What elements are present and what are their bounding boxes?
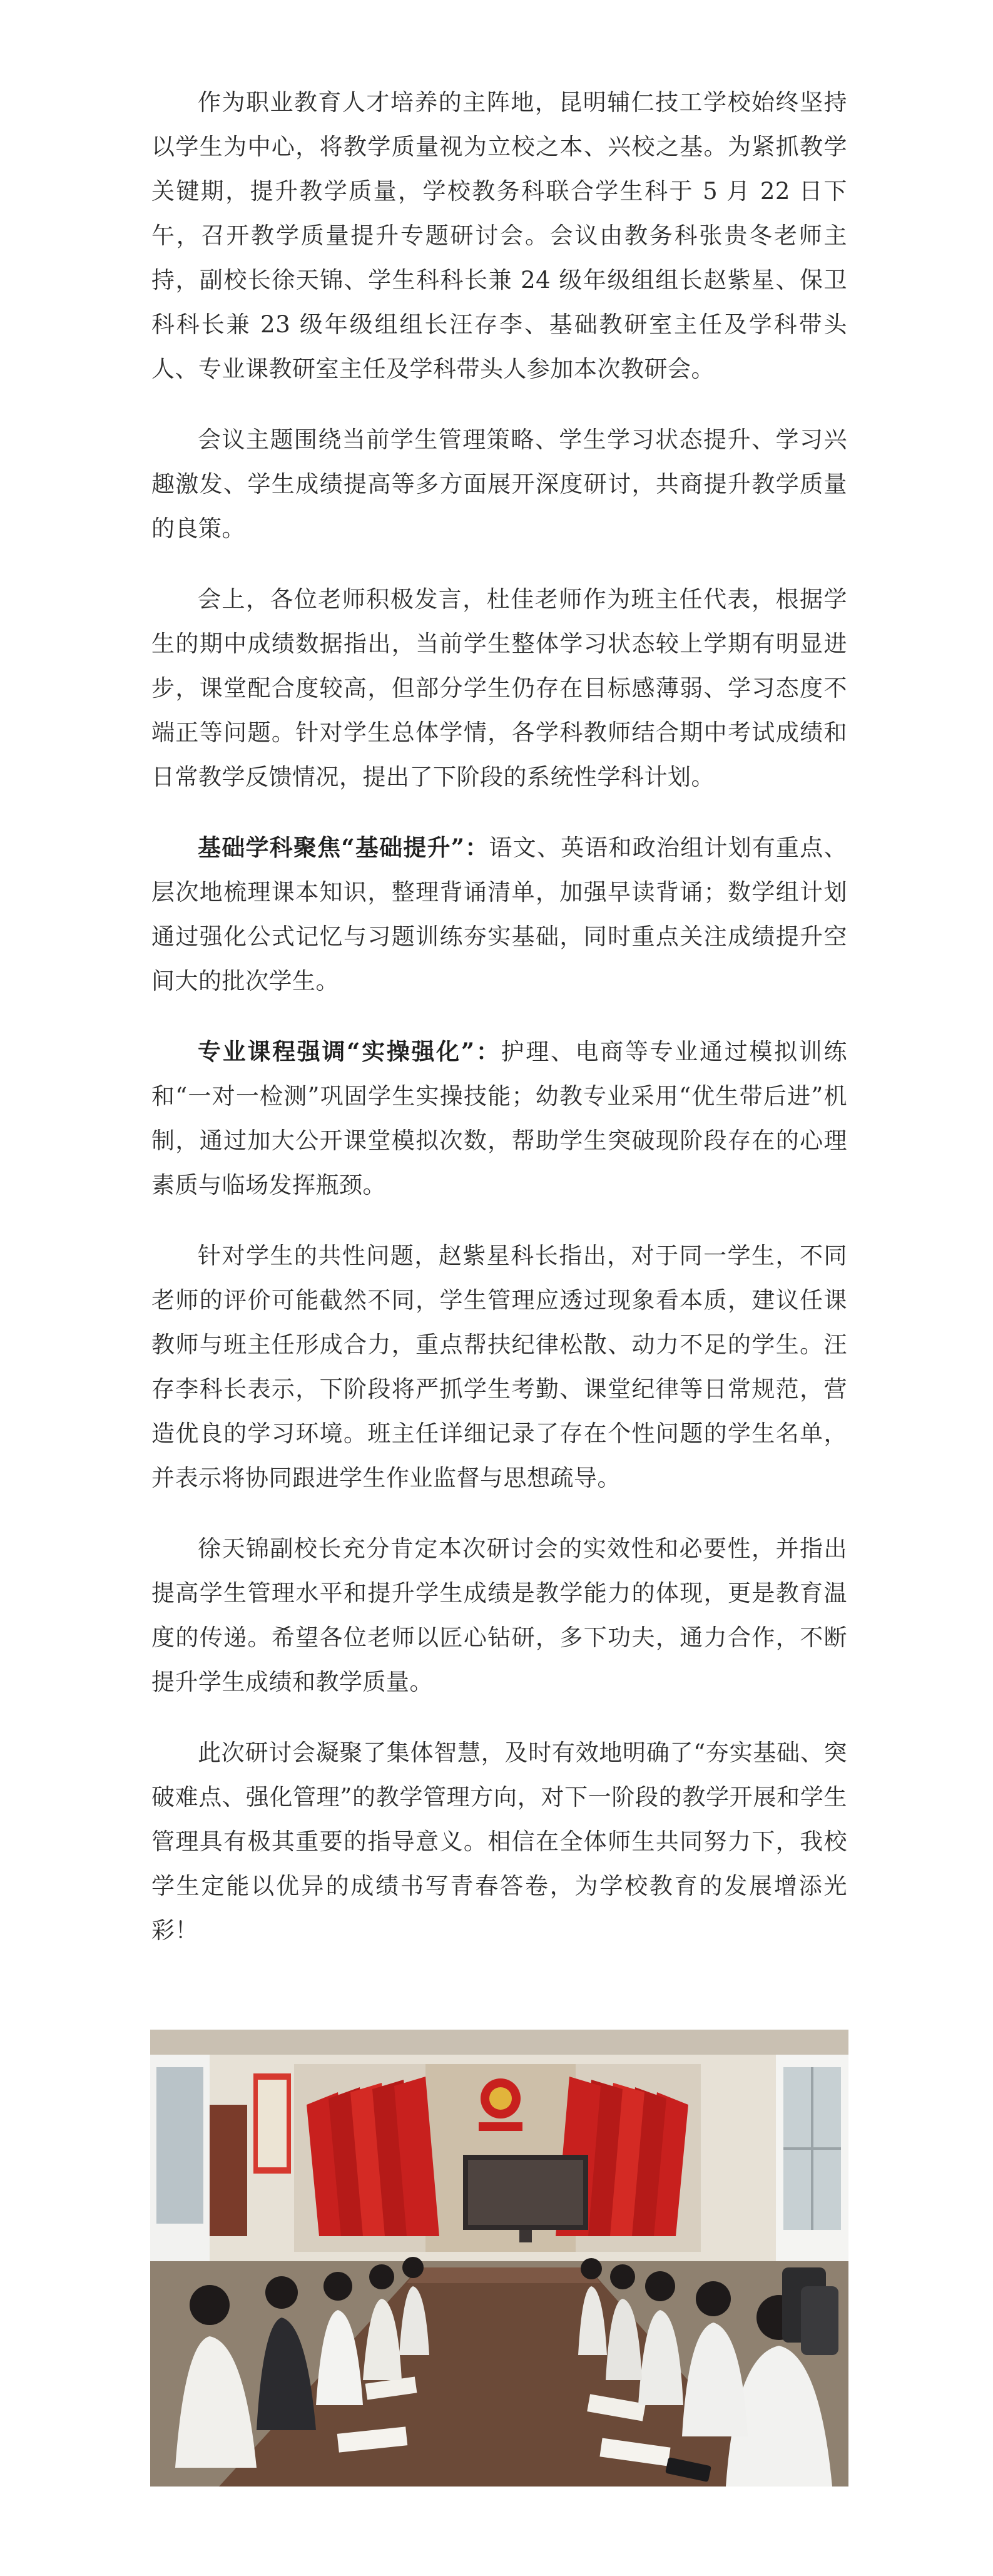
bold-lead-professional: 专业课程强调“实操强化”：	[198, 1038, 501, 1065]
paragraph-theme: 会议主题围绕当前学生管理策略、学生学习状态提升、学习兴趣激发、学生成绩提高等多方面展开深度研讨，共商提升教学质量的良策。	[151, 426, 847, 542]
meeting-room-illustration	[150, 2030, 848, 2487]
paragraph-common-problems: 针对学生的共性问题，赵紫星科长指出，对于同一学生，不同老师的评价可能截然不同，学生管理应透过现象看本质，建议任课教师与班主任形成合力，重点帮扶纪律松散、动力不足的学生。汪存李科长表示，下阶段将严抓学生考勤、课堂纪律等日常规范，营造优良的学习环境。班主任详细记录了存在个性问题的学生名单，并表示将协同跟进学生作业监督与思想疏导。	[151, 1242, 847, 1491]
paragraph-basic-subjects: 基础学科聚焦“基础提升”：语文、英语和政治组计划有重点、层次地梳理课本知识，整理背诵清单，加强早读背诵；数学组计划通过强化公式记忆与习题训练夯实基础，同时重点关注成绩提升空间大的批次学生。	[151, 834, 847, 994]
article-body	[151, 80, 847, 1979]
bold-lead-basic: 基础学科聚焦“基础提升”：	[198, 834, 489, 861]
paragraph-conclusion: 此次研讨会凝聚了集体智慧，及时有效地明确了“夯实基础、突破难点、强化管理”的教学管理方向，对下一阶段的教学开展和学生管理具有极其重要的指导意义。相信在全体师生共同努力下，我校学生定能以优异的成绩书写青春答卷，为学校教育的发展增添光彩！	[151, 1739, 847, 1944]
paragraph-vice-principal: 徐天锦副校长充分肯定本次研讨会的实效性和必要性，并指出提高学生管理水平和提升学生成绩是教学能力的体现，更是教育温度的传递。希望各位老师以匠心钻研，多下功夫，通力合作，不断提升学生成绩和教学质量。	[151, 1535, 847, 1695]
paragraph-professional-courses: 专业课程强调“实操强化”：护理、电商等专业通过模拟训练和“一对一检测”巩固学生实操技能；幼教专业采用“优生带后进”机制，通过加大公开课堂模拟次数，帮助学生突破现阶段存在的心理素质与临场发挥瓶颈。	[151, 1038, 847, 1199]
paragraph-intro: 作为职业教育人才培养的主阵地，昆明辅仁技工学校始终坚持以学生为中心，将教学质量视为立校之本、兴校之基。为紧抓教学关键期，提升教学质量，学校教务科联合学生科于 5 月 22 日下午，召开教学质量提升专题研讨会。会议由教务科张贵冬老师主持，副校长徐天锦、学生科科长兼 24 级年级组组长赵紫星、保卫科科长兼 23 级年级组组长汪存李、基础教研室主任及学科带头人、专业课教研室主任及学科带头人参加本次教研会。	[151, 89, 847, 382]
meeting-photo	[150, 2030, 848, 2487]
paragraph-discussion: 会上，各位老师积极发言，杜佳老师作为班主任代表，根据学生的期中成绩数据指出，当前学生整体学习状态较上学期有明显进步，课堂配合度较高，但部分学生仍存在目标感薄弱、学习态度不端正等问题。针对学生总体学情，各学科教师结合期中考试成绩和日常教学反馈情况，提出了下阶段的系统性学科计划。	[151, 586, 847, 790]
